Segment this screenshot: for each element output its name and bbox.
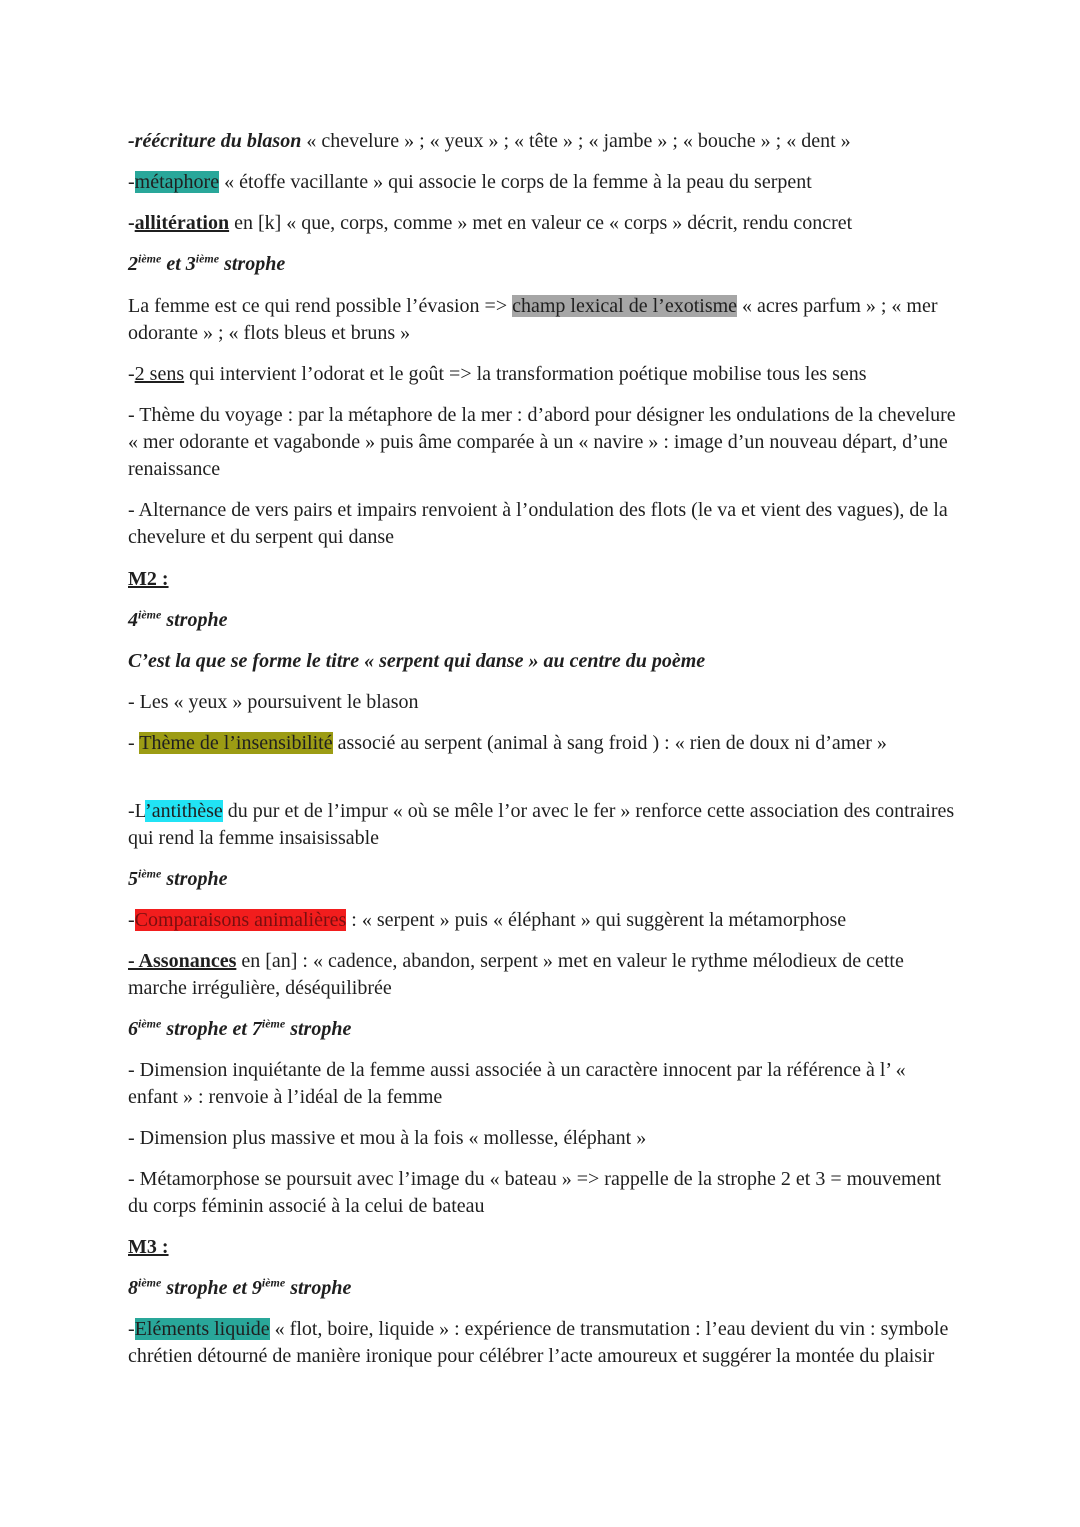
heading-number: 4 [128,609,138,631]
titre-heading: C’est la que se forme le titre « serpent qui danse » au centre du poème [128,650,706,672]
heading-end: strophe [161,609,228,631]
heading-strophe-5 [128,866,958,893]
heading-strophe-4 [128,607,958,634]
heading-strophe-6-7 [128,1016,958,1043]
sens-text: qui intervient l’odorat et le goût => la transformation poétique mobilise tous les sens [184,363,867,385]
heading-sup: ième [261,1275,286,1290]
comparaisons-line [128,907,958,934]
heading-number: 8 [128,1277,138,1299]
insensibilite-text: associé au serpent (animal à sang froid ) : « rien de doux ni d’amer » [332,732,887,754]
yeux-line: - Les « yeux » poursuivent le blason [128,691,419,713]
alliteration-text: en [k] « que, corps, comme » met en valeur ce « corps » décrit, rendu concret [229,212,853,234]
comparaisons-highlight: Comparaisons animalières [134,909,347,931]
metaphore-line [128,169,958,196]
sens-label: 2 sens [134,363,185,385]
insensibilite-highlight: Thème de l’insensibilité [139,732,333,754]
alliteration-label: allitération [134,212,230,234]
liquide-highlight: Eléments liquide [134,1318,270,1340]
dash: - [128,171,135,193]
heading-end: strophe [285,1277,352,1299]
liquide-paragraph [128,1316,958,1370]
heading-end: strophe [285,1018,352,1040]
heading-end: strophe [219,253,286,275]
bateau-paragraph: - Métamorphose se poursuit avec l’image du « bateau » => rappelle de la strophe 2 et 3 = mouvement du corps féminin associé à la celui de bateau [128,1168,942,1217]
alternance-paragraph: - Alternance de vers pairs et impairs renvoient à l’ondulation des flots (le va et vient des vagues), de la chevelure et du serpent qui danse [128,499,948,548]
voyage-paragraph: - Thème du voyage : par la métaphore de la mer : d’abord pour désigner les ondulations de la chevelure « mer odorante et vagabonde » puis âme comparée à un « navire » : image d’un nouveau départ, d’une renaissance [128,404,956,480]
insensibilite-paragraph [128,730,958,757]
blason-line [128,128,958,155]
heading-number: 6 [128,1018,138,1040]
dash: - [128,909,135,931]
heading-end: strophe [161,868,228,890]
section-m2: M2 : [128,568,169,590]
blason-text: « chevelure » ; « yeux » ; « tête » ; « jambe » ; « bouche » ; « dent » [301,130,851,152]
dash: - [128,212,135,234]
heading-sup: ième [195,251,220,266]
heading-sup: ième [138,866,162,881]
heading-sup: ième [138,1275,162,1290]
evasion-quotes: « acres parfum » ; « mer odorante » ; « flots bleus et bruns » [128,295,938,344]
metaphore-highlight: métaphore [134,171,220,193]
antithese-highlight: ’antithèse [145,800,223,822]
heading-strophe-8-9 [128,1275,958,1302]
inquietante-paragraph: - Dimension inquiétante de la femme aussi associée à un caractère innocent par la référence à l’ « enfant » : renvoie à l’idéal de la femme [128,1059,906,1108]
heading-mid: strophe et 9 [161,1277,262,1299]
heading-sup: ième [138,1016,162,1031]
massive-line: - Dimension plus massive et mou à la fois « mollesse, éléphant » [128,1127,647,1149]
heading-sup: ième [261,1016,286,1031]
assonances-text: en [an] : « cadence, abandon, serpent » met en valeur le rythme mélodieux de cette marche irrégulière, déséquilibrée [128,950,904,999]
comparaisons-text: : « serpent » puis « éléphant » qui suggèrent la métamorphose [346,909,847,931]
section-m3: M3 : [128,1236,169,1258]
sens-line [128,361,958,388]
heading-mid: strophe et 7 [161,1018,262,1040]
antithese-paragraph [128,798,958,852]
heading-number: 2 [128,253,138,275]
assonances-paragraph [128,948,958,1002]
metaphore-text: « étoffe vacillante » qui associe le corps de la femme à la peau du serpent [219,171,812,193]
evasion-paragraph [128,293,958,347]
antithese-text: du pur et de l’impur « où se mêle l’or avec le fer » renforce cette association des contraires qui rend la femme insaisissable [128,800,955,849]
assonances-label: - Assonances [128,950,237,972]
dash: - [128,732,140,754]
heading-number: 5 [128,868,138,890]
heading-sup: ième [138,607,162,622]
dash: -L [128,800,146,822]
dash: - [128,363,135,385]
evasion-text: La femme est ce qui rend possible l’évasion => [128,295,513,317]
dash: - [128,1318,135,1340]
alliteration-line [128,210,958,237]
heading-mid: et 3 [161,253,196,275]
blason-label: -réécriture du blason [128,130,302,152]
exotisme-highlight: champ lexical de l’exotisme [512,295,738,317]
liquide-text: « flot, boire, liquide » : expérience de transmutation : l’eau devient du vin : symbole chrétien détourné de manière ironique pour célébrer l’acte amoureux et suggérer la montée du plaisir [128,1318,949,1367]
heading-strophe-2-3 [128,251,958,278]
heading-sup: ième [138,251,162,266]
